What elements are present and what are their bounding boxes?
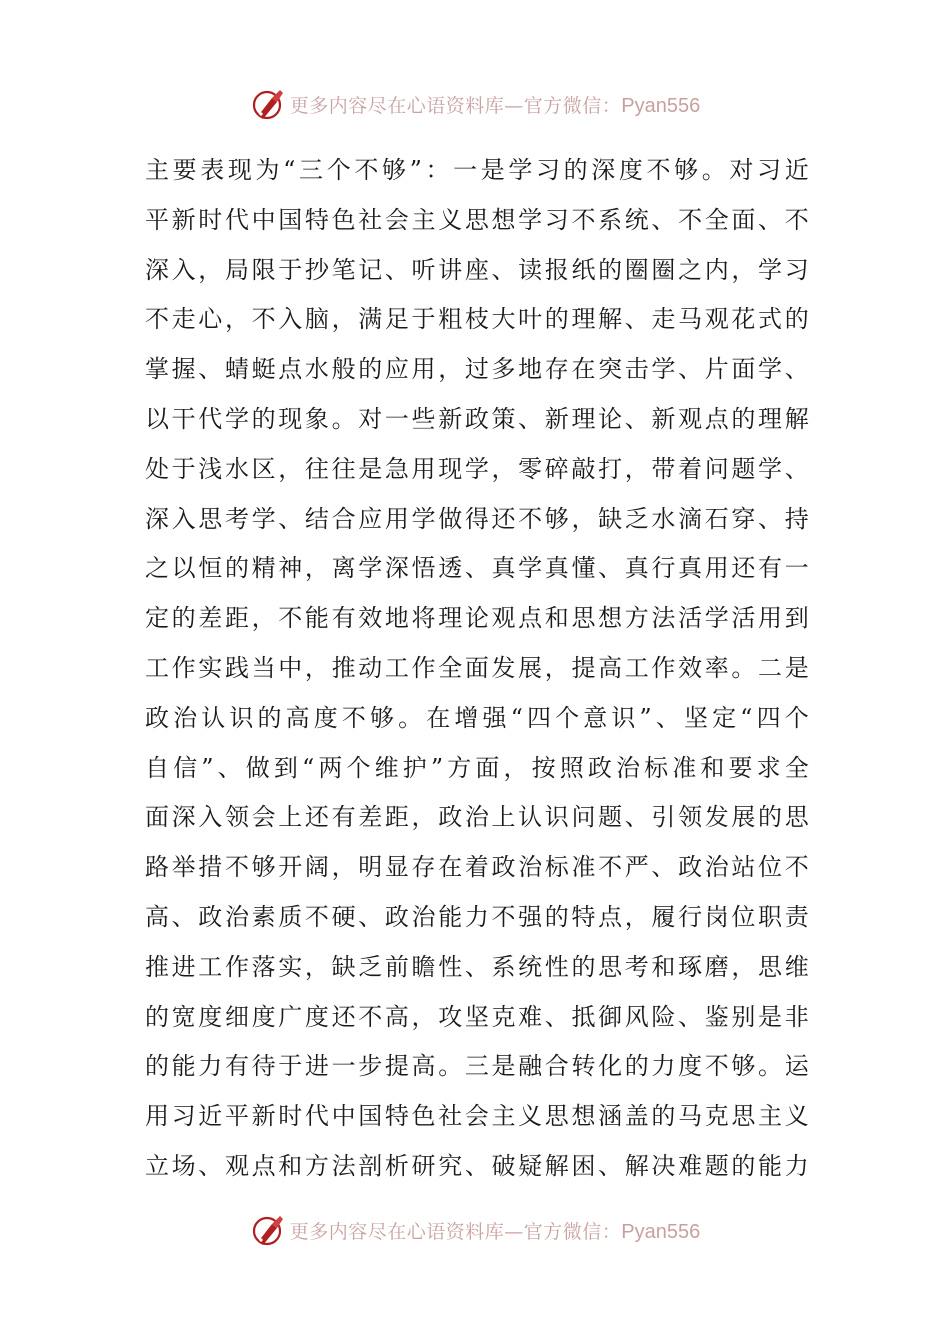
body-line: 深入，局限于抄笔记、听讲座、读报纸的圈圈之内，学习 (145, 255, 809, 284)
pen-nib-logo-icon (250, 1212, 286, 1248)
footer-watermark-text (290, 1217, 700, 1244)
body-line: 平新时代中国特色社会主义思想学习不系统、不全面、不 (145, 205, 809, 234)
footer-watermark-label: 更多内容尽在心语资料库—官方微信： (289, 1220, 622, 1243)
body-line: 推进工作落实，缺乏前瞻性、系统性的思考和琢磨，思维 (145, 952, 809, 981)
body-line: 处于浅水区，往往是急用现学，零碎敲打，带着问题学、 (145, 454, 809, 483)
body-line: 掌握、蜻蜓点水般的应用，过多地存在突击学、片面学、 (145, 355, 809, 384)
pen-nib-logo-icon (250, 86, 286, 122)
body-line: 工作实践当中，推动工作全面发展，提高工作效率。二是 (145, 653, 809, 682)
body-line: 用习近平新时代中国特色社会主义思想涵盖的马克思主义 (145, 1102, 809, 1131)
body-line: 定的差距，不能有效地将理论观点和思想方法活学活用到 (145, 604, 809, 633)
body-line: 自信”、做到“两个维护”方面，按照政治标准和要求全 (145, 753, 809, 782)
body-line: 路举措不够开阔，明显存在着政治标准不严、政治站位不 (145, 853, 809, 882)
body-line: 深入思考学、结合应用学做得还不够，缺乏水滴石穿、持 (145, 504, 809, 533)
header-watermark-label: 更多内容尽在心语资料库—官方微信： (289, 94, 622, 117)
body-line: 的宽度细度广度还不高，攻坚克难、抵御风险、鉴别是非 (145, 1002, 809, 1031)
header-watermark-account: Pyan556 (621, 94, 701, 117)
footer-watermark-banner (0, 1210, 950, 1250)
body-line: 的能力有待于进一步提高。三是融合转化的力度不够。运 (145, 1052, 809, 1081)
document-body (145, 146, 809, 1192)
header-watermark-banner (0, 84, 950, 124)
body-line: 高、政治素质不硬、政治能力不强的特点，履行岗位职责 (145, 902, 809, 931)
body-line: 立场、观点和方法剖析研究、破疑解困、解决难题的能力 (145, 1151, 809, 1180)
body-line: 面深入领会上还有差距，政治上认识问题、引领发展的思 (145, 803, 809, 832)
body-line: 不走心，不入脑，满足于粗枝大叶的理解、走马观花式的 (145, 305, 809, 334)
header-watermark-text (290, 91, 700, 118)
body-line: 之以恒的精神，离学深悟透、真学真懂、真行真用还有一 (145, 554, 809, 583)
body-line: 政治认识的高度不够。在增强“四个意识”、坚定“四个 (145, 703, 809, 732)
footer-watermark-account: Pyan556 (621, 1220, 701, 1243)
body-line: 以干代学的现象。对一些新政策、新理论、新观点的理解 (145, 404, 809, 433)
body-line: 主要表现为“三个不够”：一是学习的深度不够。对习近 (145, 156, 809, 184)
